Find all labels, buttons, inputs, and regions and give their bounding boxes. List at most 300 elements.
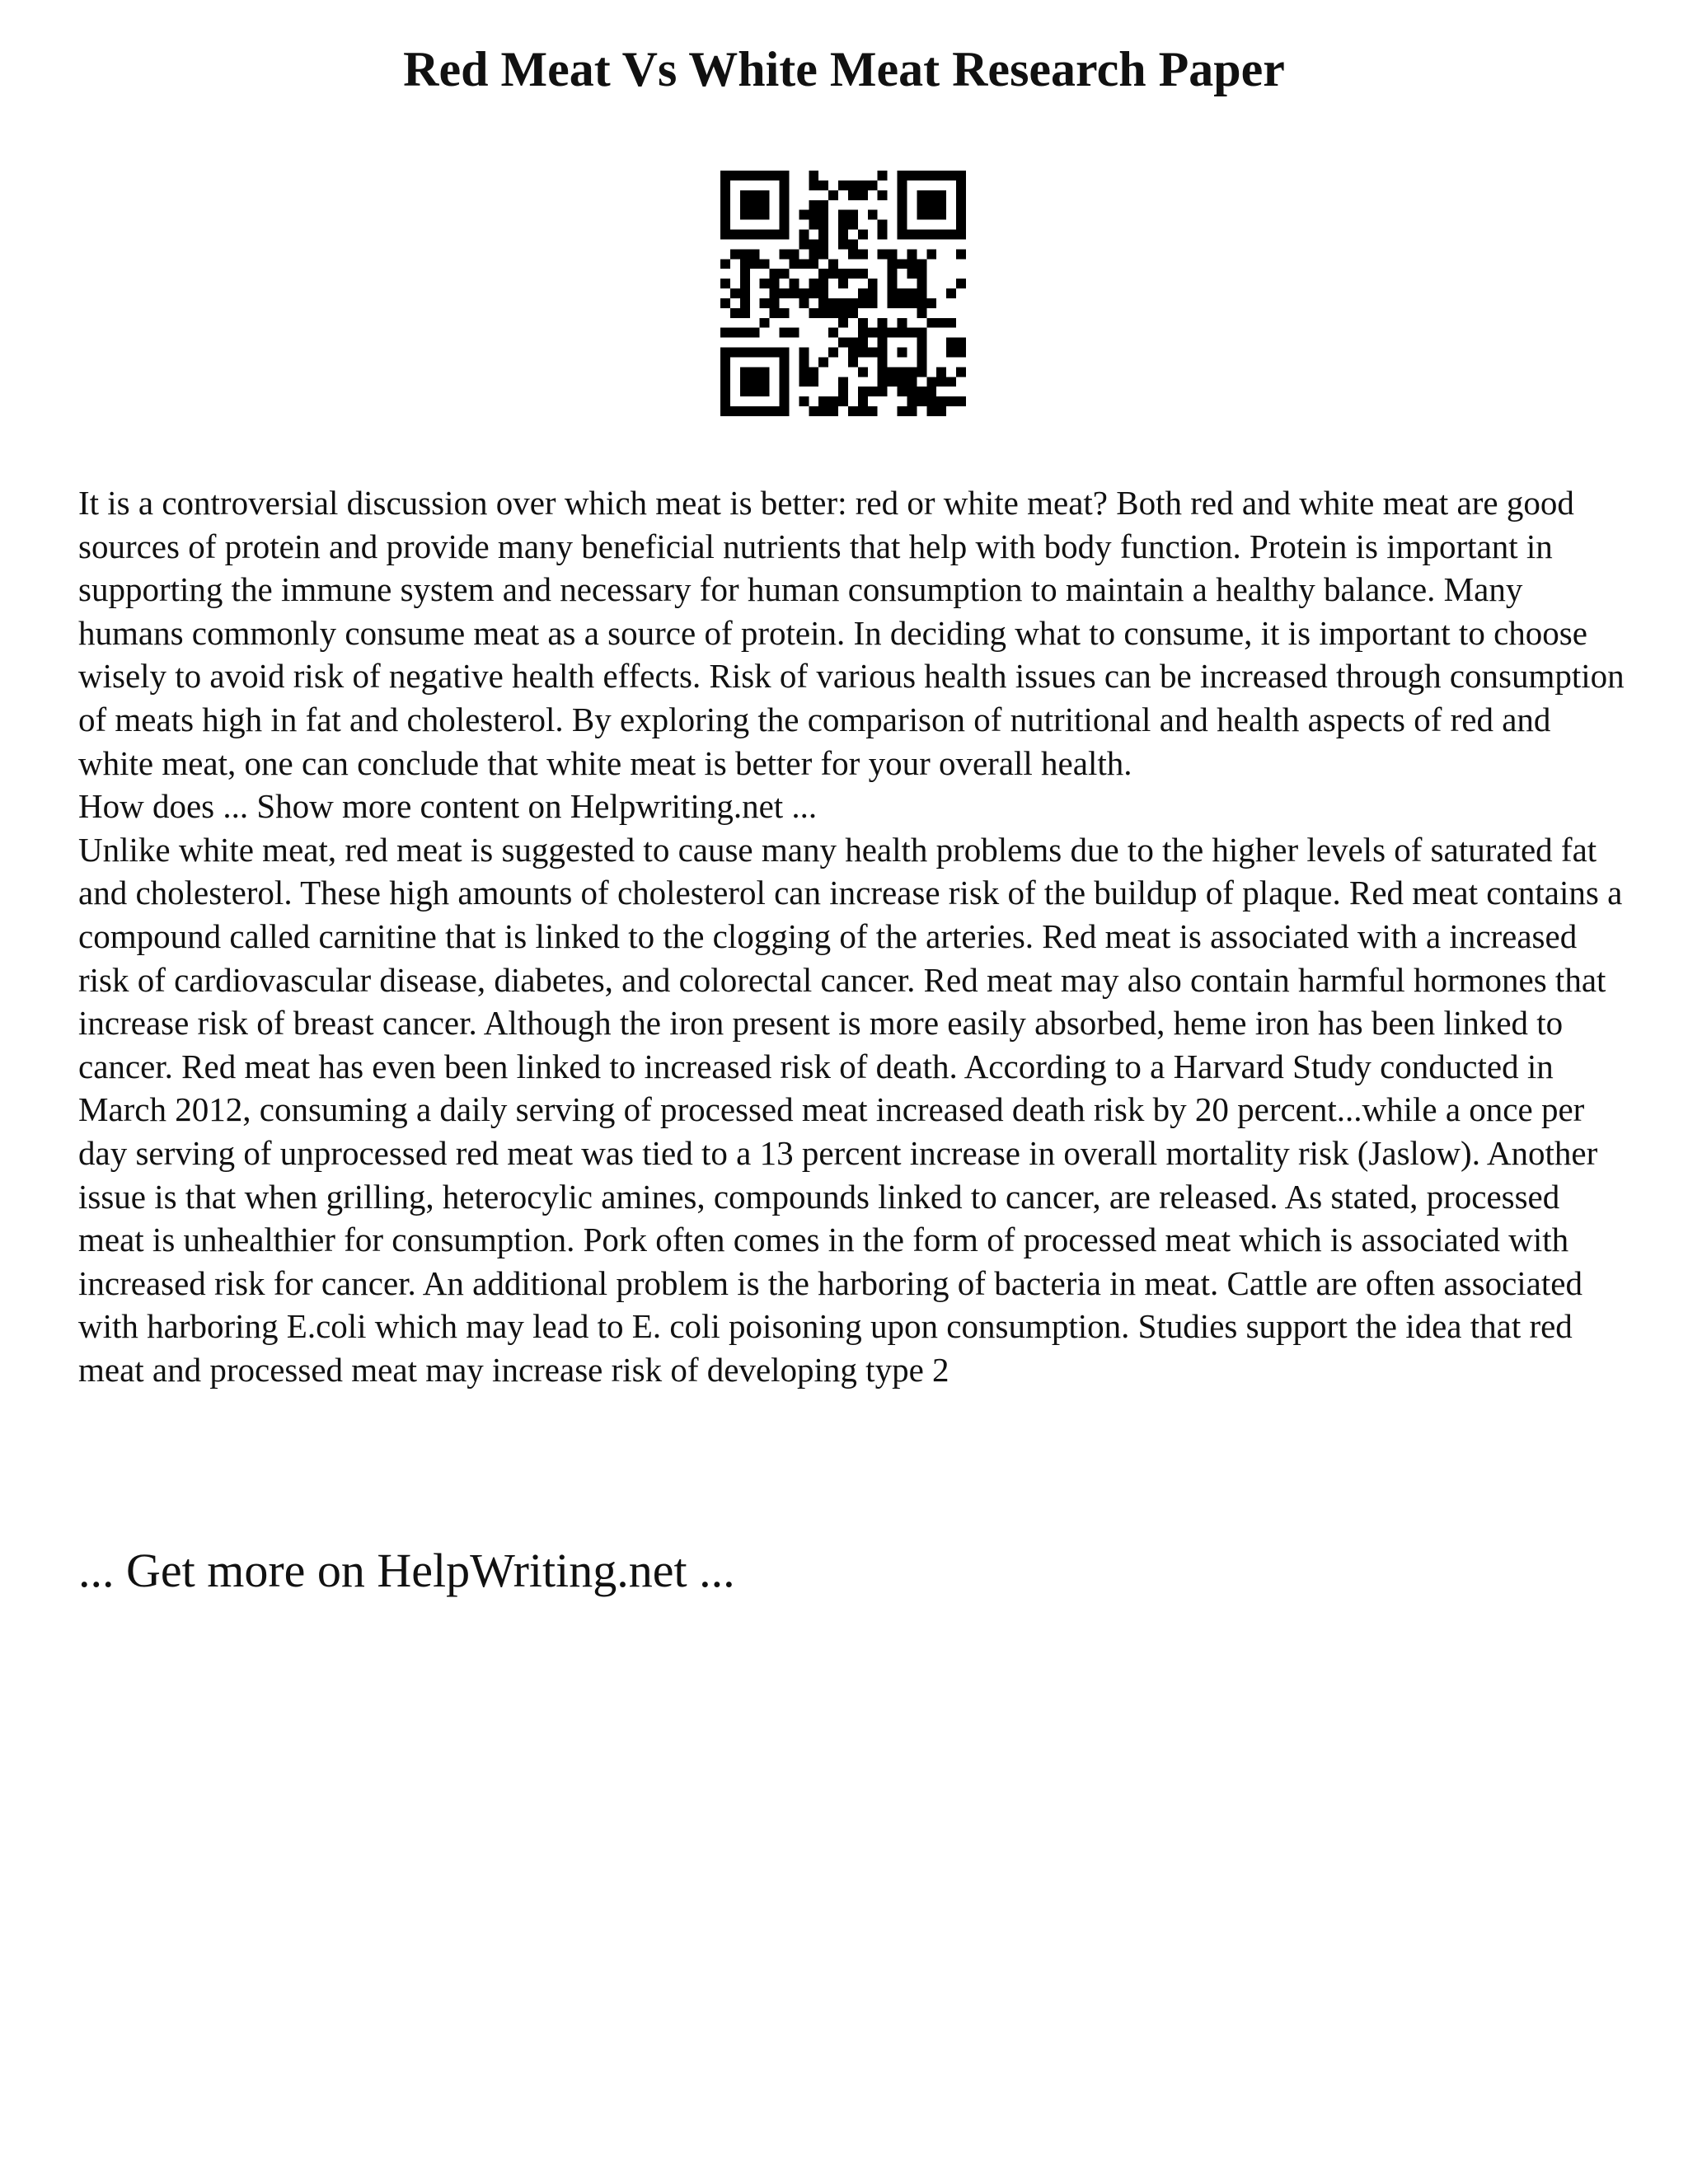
qr-module	[809, 367, 818, 377]
qr-module	[868, 279, 878, 288]
qr-module	[917, 328, 926, 338]
qr-module	[936, 230, 946, 240]
qr-module	[720, 387, 730, 396]
qr-module	[907, 249, 917, 259]
qr-module	[750, 387, 760, 396]
qr-module	[858, 396, 868, 406]
qr-module	[770, 171, 780, 180]
qr-module	[809, 171, 818, 180]
qr-module	[898, 367, 907, 377]
qr-module	[838, 308, 848, 318]
qr-module	[720, 200, 730, 210]
qr-module	[858, 387, 868, 396]
qr-module	[936, 318, 946, 328]
qr-module	[878, 377, 888, 387]
qr-module	[838, 180, 848, 190]
qr-module	[878, 338, 888, 348]
qr-module	[946, 171, 956, 180]
qr-module	[780, 387, 790, 396]
qr-module	[750, 259, 760, 269]
qr-module	[740, 308, 750, 318]
qr-module	[838, 239, 848, 249]
qr-module	[799, 239, 809, 249]
qr-module	[750, 200, 760, 210]
qr-module	[809, 220, 818, 230]
qr-module	[917, 200, 926, 210]
qr-module	[926, 406, 936, 416]
qr-module	[809, 406, 818, 416]
qr-module	[917, 210, 926, 220]
qr-module	[858, 338, 868, 348]
qr-module	[809, 239, 818, 249]
qr-module	[898, 328, 907, 338]
qr-module	[917, 230, 926, 240]
qr-module	[907, 406, 917, 416]
qr-module	[898, 171, 907, 180]
qr-module	[848, 249, 858, 259]
qr-module	[720, 180, 730, 190]
qr-module	[838, 396, 848, 406]
qr-module	[898, 210, 907, 220]
qr-module	[730, 288, 740, 298]
qr-module	[917, 338, 926, 348]
qr-module	[936, 190, 946, 200]
qr-module	[720, 230, 730, 240]
qr-module	[838, 269, 848, 279]
qr-module	[720, 190, 730, 200]
qr-module	[838, 338, 848, 348]
qr-module	[730, 328, 740, 338]
qr-module	[858, 230, 868, 240]
qr-module	[740, 348, 750, 358]
qr-module	[888, 367, 898, 377]
qr-module	[868, 348, 878, 358]
qr-module	[780, 348, 790, 358]
qr-module	[740, 377, 750, 387]
qr-module	[720, 377, 730, 387]
qr-module	[770, 298, 780, 308]
qr-module	[898, 220, 907, 230]
qr-module	[868, 180, 878, 190]
qr-module	[848, 357, 858, 367]
qr-module	[828, 269, 838, 279]
qr-module	[848, 298, 858, 308]
qr-module	[740, 230, 750, 240]
qr-module	[956, 210, 966, 220]
qr-module	[888, 328, 898, 338]
qr-module	[780, 328, 790, 338]
qr-module	[956, 190, 966, 200]
qr-module	[956, 279, 966, 288]
qr-module	[838, 279, 848, 288]
qr-module	[799, 396, 809, 406]
qr-module	[868, 406, 878, 416]
qr-module	[730, 249, 740, 259]
qr-module	[888, 269, 898, 279]
qr-module	[780, 230, 790, 240]
qr-module	[917, 396, 926, 406]
qr-module	[789, 259, 799, 269]
qr-module	[720, 298, 730, 308]
qr-module	[799, 367, 809, 377]
qr-module	[917, 269, 926, 279]
body-paragraph: Unlike white meat, red meat is suggested to cause many health problems due to the higher levels of saturated fat and cholesterol. These high amounts of cholesterol can increase risk of the buildup of plaque. Red meat contains a compound called carnitine that is linked to the clogging of the arteries. Red meat is associated with a increased risk of cardiovascular disease, diabetes, and colorectal cancer. Red meat may also contain harmful hormones that increase risk of breast cancer. Although the iron present is more easily absorbed, heme iron has been linked to cancer. Red meat has even been linked to increased risk of death. According to a Harvard Study conducted in March 2012, consuming a daily serving of processed meat increased death risk by 20 percent...while a once per day serving of unprocessed red meat was tied to a 13 percent increase in overall mortality risk (Jaslow). Another issue is that when grilling, heterocylic amines, compounds linked to cancer, are released. As stated, processed meat is unhealthier for consumption. Pork often comes in the form of processed meat which is associated with increased risk for cancer. An additional problem is the harboring of bacteria in meat. Cattle are often associated with harboring E.coli which may lead to E. coli poisoning upon consumption. Studies support the idea that red meat and processed meat may increase risk of developing type 2	[78, 830, 1623, 1389]
qr-module	[760, 298, 770, 308]
qr-module	[740, 249, 750, 259]
qr-module	[956, 220, 966, 230]
qr-module	[878, 357, 888, 367]
qr-module	[809, 279, 818, 288]
qr-module	[750, 190, 760, 200]
qr-module	[917, 279, 926, 288]
qr-module	[780, 406, 790, 416]
qr-module	[898, 298, 907, 308]
qr-module	[720, 406, 730, 416]
qr-module	[917, 171, 926, 180]
qr-module	[926, 171, 936, 180]
qr-module	[828, 308, 838, 318]
qr-module	[838, 230, 848, 240]
qr-module	[780, 171, 790, 180]
qr-module	[946, 230, 956, 240]
qr-module	[956, 171, 966, 180]
qr-module	[789, 279, 799, 288]
qr-module	[780, 200, 790, 210]
qr-module	[799, 348, 809, 358]
qr-module	[936, 210, 946, 220]
qr-module	[858, 190, 868, 200]
qr-module	[750, 367, 760, 377]
qr-module	[828, 190, 838, 200]
qr-module	[838, 298, 848, 308]
qr-module	[818, 298, 828, 308]
qr-module	[888, 249, 898, 259]
qr-module	[780, 190, 790, 200]
qr-module	[858, 406, 868, 416]
qr-module	[760, 200, 770, 210]
qr-module	[809, 377, 818, 387]
page-title: Red Meat Vs White Meat Research Paper	[403, 42, 1285, 96]
qr-module	[780, 396, 790, 406]
qr-module	[740, 190, 750, 200]
qr-module	[878, 220, 888, 230]
qr-module	[770, 279, 780, 288]
qr-module	[878, 367, 888, 377]
qr-module	[818, 288, 828, 298]
qr-module	[838, 387, 848, 396]
qr-module	[818, 279, 828, 288]
qr-module	[848, 406, 858, 416]
document-body	[78, 481, 1628, 1391]
qr-module	[898, 348, 907, 358]
qr-module	[946, 377, 956, 387]
qr-module	[907, 387, 917, 396]
qr-module	[750, 210, 760, 220]
qr-module	[858, 348, 868, 358]
qr-module	[926, 377, 936, 387]
qr-module	[858, 269, 868, 279]
qr-module	[907, 328, 917, 338]
qr-module	[936, 200, 946, 210]
qr-module	[780, 357, 790, 367]
qr-module	[760, 318, 770, 328]
qr-module	[720, 348, 730, 358]
qr-module	[917, 357, 926, 367]
qr-module	[946, 338, 956, 348]
qr-module	[740, 406, 750, 416]
qr-module	[780, 377, 790, 387]
qr-module	[907, 269, 917, 279]
qr-module	[907, 367, 917, 377]
qr-module	[818, 269, 828, 279]
qr-module	[878, 190, 888, 200]
qr-module	[946, 396, 956, 406]
qr-module	[858, 318, 868, 328]
qr-module	[878, 387, 888, 396]
qr-module	[848, 239, 858, 249]
qr-module	[730, 348, 740, 358]
qr-module	[770, 406, 780, 416]
qr-module	[770, 269, 780, 279]
qr-module	[799, 259, 809, 269]
qr-module	[838, 318, 848, 328]
qr-module	[770, 288, 780, 298]
qr-module	[770, 230, 780, 240]
qr-module	[760, 230, 770, 240]
qr-module	[799, 210, 809, 220]
qr-code-icon	[720, 171, 966, 416]
qr-module	[828, 328, 838, 338]
qr-module	[818, 220, 828, 230]
qr-module	[917, 259, 926, 269]
qr-module	[780, 210, 790, 220]
qr-module	[750, 171, 760, 180]
qr-module	[878, 348, 888, 358]
qr-module	[898, 200, 907, 210]
qr-module	[858, 298, 868, 308]
qr-module	[740, 387, 750, 396]
qr-module	[956, 367, 966, 377]
qr-module	[740, 171, 750, 180]
qr-module	[838, 210, 848, 220]
qr-module	[926, 210, 936, 220]
qr-module	[946, 288, 956, 298]
qr-module	[818, 200, 828, 210]
qr-module	[926, 190, 936, 200]
qr-module	[878, 249, 888, 259]
qr-module	[818, 357, 828, 367]
qr-module	[780, 180, 790, 190]
qr-module	[720, 357, 730, 367]
qr-module	[760, 387, 770, 396]
qr-module	[750, 230, 760, 240]
qr-module	[917, 348, 926, 358]
qr-module	[936, 171, 946, 180]
qr-module	[799, 357, 809, 367]
qr-module	[750, 406, 760, 416]
qr-module	[770, 348, 780, 358]
qr-module	[868, 328, 878, 338]
qr-module	[956, 230, 966, 240]
qr-module	[720, 171, 730, 180]
qr-module	[780, 220, 790, 230]
qr-module	[848, 190, 858, 200]
qr-module	[878, 328, 888, 338]
qr-module	[818, 239, 828, 249]
qr-module	[936, 396, 946, 406]
show-more-line: How does ... Show more content on Helpwriting.net ...	[78, 787, 818, 826]
qr-module	[868, 298, 878, 308]
qr-module	[926, 298, 936, 308]
qr-module	[780, 308, 790, 318]
qr-module	[936, 406, 946, 416]
qr-module	[720, 210, 730, 220]
qr-module	[780, 249, 790, 259]
qr-module	[809, 180, 818, 190]
qr-module	[720, 367, 730, 377]
qr-module	[848, 210, 858, 220]
qr-module	[898, 318, 907, 328]
qr-module	[926, 396, 936, 406]
qr-module	[720, 396, 730, 406]
qr-module	[838, 220, 848, 230]
qr-module	[848, 180, 858, 190]
qr-module	[956, 200, 966, 210]
qr-module	[789, 249, 799, 259]
qr-module	[868, 387, 878, 396]
qr-module	[720, 259, 730, 269]
qr-module	[898, 190, 907, 200]
qr-module	[740, 288, 750, 298]
qr-module	[898, 377, 907, 387]
qr-module	[809, 308, 818, 318]
qr-module	[750, 328, 760, 338]
qr-module	[888, 279, 898, 288]
qr-module	[730, 406, 740, 416]
qr-module	[740, 279, 750, 288]
qr-module	[760, 210, 770, 220]
qr-module	[799, 288, 809, 298]
qr-module	[946, 348, 956, 358]
qr-module	[799, 230, 809, 240]
qr-module	[907, 288, 917, 298]
qr-module	[730, 308, 740, 318]
qr-module	[818, 406, 828, 416]
qr-module	[720, 220, 730, 230]
qr-module	[828, 259, 838, 269]
qr-module	[760, 348, 770, 358]
qr-module	[760, 406, 770, 416]
qr-module	[926, 318, 936, 328]
qr-module	[878, 171, 888, 180]
qr-module	[799, 377, 809, 387]
qr-module	[917, 298, 926, 308]
qr-module	[868, 210, 878, 220]
qr-module	[917, 288, 926, 298]
qr-module	[818, 230, 828, 240]
qr-module	[828, 396, 838, 406]
qr-module	[848, 308, 858, 318]
qr-module	[888, 259, 898, 269]
qr-module	[898, 259, 907, 269]
qr-module	[740, 328, 750, 338]
qr-module	[917, 387, 926, 396]
qr-module	[898, 288, 907, 298]
qr-module	[917, 190, 926, 200]
qr-module	[858, 328, 868, 338]
qr-module	[926, 230, 936, 240]
qr-module	[818, 396, 828, 406]
qr-module	[750, 249, 760, 259]
qr-module	[898, 180, 907, 190]
qr-module	[780, 367, 790, 377]
intro-paragraph: It is a controversial discussion over which meat is better: red or white meat? Both red and white meat are good sources of protein and provide many beneficial nutrients that help with body function. Protein is important in supporting the immune system and necessary for human consumption to maintain a healthy balance. Many humans commonly consume meat as a source of protein. In deciding what to consume, it is important to choose wisely to avoid risk of negative health effects. Risk of various health issues can be increased through consumption of meats high in fat and cholesterol. By exploring the comparison of nutritional and health aspects of red and white meat, one can conclude that white meat is better for your overall health.	[78, 484, 1625, 782]
qr-module	[907, 298, 917, 308]
qr-module	[858, 288, 868, 298]
qr-module	[917, 308, 926, 318]
qr-module	[760, 171, 770, 180]
qr-module	[740, 259, 750, 269]
get-more-link[interactable]: ... Get more on HelpWriting.net ...	[78, 1544, 735, 1597]
qr-module	[799, 298, 809, 308]
qr-module	[956, 348, 966, 358]
qr-module	[760, 279, 770, 288]
qr-module	[818, 180, 828, 190]
qr-module	[789, 328, 799, 338]
qr-module	[828, 348, 838, 358]
qr-module	[828, 298, 838, 308]
qr-module	[740, 269, 750, 279]
qr-module	[898, 406, 907, 416]
qr-module	[809, 288, 818, 298]
qr-module	[946, 318, 956, 328]
qr-module	[907, 171, 917, 180]
qr-module	[888, 288, 898, 298]
qr-module	[760, 259, 770, 269]
qr-module	[936, 377, 946, 387]
qr-module	[730, 171, 740, 180]
qr-module	[809, 249, 818, 259]
qr-module	[789, 288, 799, 298]
qr-module	[858, 180, 868, 190]
qr-module	[956, 338, 966, 348]
qr-module	[848, 220, 858, 230]
qr-module	[858, 249, 868, 259]
qr-module	[907, 377, 917, 387]
qr-module	[848, 338, 858, 348]
qr-module	[907, 259, 917, 269]
qr-module	[760, 377, 770, 387]
qr-module	[809, 210, 818, 220]
qr-module	[848, 269, 858, 279]
qr-module	[740, 210, 750, 220]
qr-module	[858, 367, 868, 377]
qr-module	[809, 259, 818, 269]
qr-module	[770, 308, 780, 318]
qr-module	[848, 348, 858, 358]
qr-module	[926, 387, 936, 396]
qr-module	[907, 230, 917, 240]
qr-module	[750, 348, 760, 358]
qr-module	[780, 288, 790, 298]
qr-module	[828, 406, 838, 416]
qr-module	[907, 396, 917, 406]
qr-module	[917, 367, 926, 377]
qr-module	[956, 180, 966, 190]
qr-module	[878, 230, 888, 240]
qr-module	[838, 377, 848, 387]
qr-module	[888, 377, 898, 387]
